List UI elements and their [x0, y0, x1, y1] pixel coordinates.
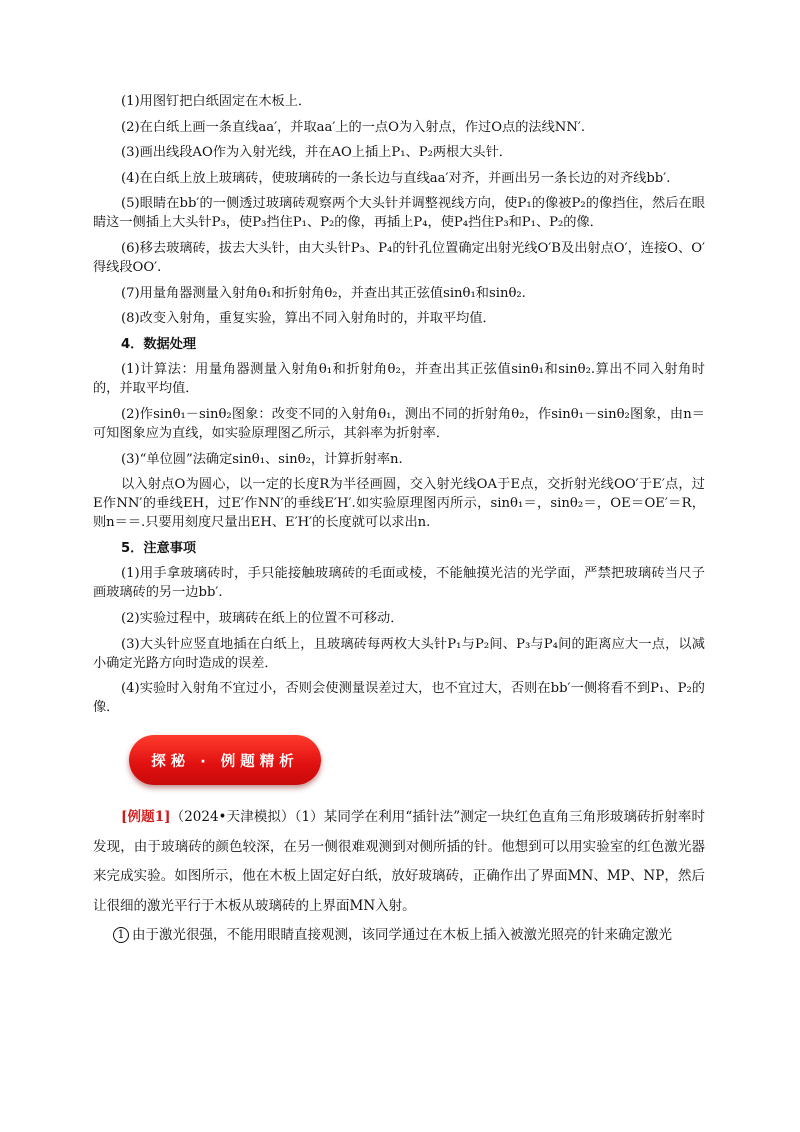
step-8: (8)改变入射角，重复实验，算出不同入射角时的，并取平均值． [121, 311, 496, 327]
section-5-item-2: (2)实验过程中，玻璃砖在纸上的位置不可移动． [121, 610, 404, 626]
example-1-paragraph [93, 803, 705, 921]
example-item-1-text: 由于激光很强，不能用眼睛直接观测，该同学通过在木板上插入被激光照亮的针来确定激光 [132, 927, 672, 944]
section-4-item-4: 以入射点O为圆心，以一定的长度R为半径画圆，交入射光线OA于E点，交折射光线OO′于E′点，过E作NN′的垂线EH，过E′作NN′的垂线E′H′.如实验原理图丙所示，sinθ₁＝，sinθ₂＝，OE＝OE′＝R，则n＝＝.只要用刻度尺量出EH、E′H′的长度就可以求出n. [93, 477, 705, 531]
step-4: (4)在白纸上放上玻璃砖，使玻璃砖的一条长边与直线aa′对齐，并画出另一条长边的对齐线bb′. [121, 170, 671, 186]
page-content [93, 92, 705, 951]
step-3: (3)画出线段AO作为入射光线，并在AO上插上P₁、P₂两根大头针． [121, 145, 512, 161]
section-4-item-2: (2)作sinθ₁－sinθ₂图象：改变不同的入射角θ₁，测出不同的折射角θ₂，作sinθ₁－sinθ₂图象，由n＝可知图象应为直线，如实验原理图乙所示，其斜率为折射率． [93, 406, 705, 441]
example-tag: [例题1] [121, 809, 171, 826]
section-4-heading: 4．数据处理 [121, 336, 197, 352]
circled-number-icon: 1 [113, 927, 129, 943]
step-5: (5)眼睛在bb′的一侧透过玻璃砖观察两个大头针并调整视线方向，使P₁的像被P₂的像挡住，然后在眼睛这一侧插上大头针P₃，使P₃挡住P₁、P₂的像，再插上P₄，使P₄挡住P₃和P₁、P₂的像． [93, 196, 705, 231]
example-section-banner: 探秘 · 例题精析 [129, 735, 321, 785]
section-4-item-1: (1)计算法：用量角器测量入射角θ₁和折射角θ₂，并查出其正弦值sinθ₁和sinθ₂.算出不同入射角时的，并取平均值． [93, 362, 705, 397]
section-5-heading: 5．注意事项 [121, 540, 197, 556]
section-5-item-4: (4)实验时入射角不宜过小，否则会使测量误差过大，也不宜过大，否则在bb′一侧将看不到P₁、P₂的像． [93, 681, 705, 716]
step-2: (2)在白纸上画一条直线aa′，并取aa′上的一点O为入射点，作过O点的法线NN′. [121, 119, 586, 135]
step-6: (6)移去玻璃砖，拔去大头针，由大头针P₃、P₄的针孔位置确定出射光线O′B及出射点O′，连接O、O′得线段OO′. [93, 240, 705, 275]
section-5-item-3: (3)大头针应竖直地插在白纸上，且玻璃砖每两枚大头针P₁与P₂间、P₃与P₄间的距离应大一点，以减小确定光路方向时造成的误差． [93, 636, 705, 671]
example-1-item-1 [93, 921, 705, 951]
section-4-item-3: (3)“单位圆”法确定sinθ₁、sinθ₂，计算折射率n. [121, 451, 403, 467]
step-7: (7)用量角器测量入射角θ₁和折射角θ₂，并查出其正弦值sinθ₁和sinθ₂. [121, 285, 526, 301]
section-5-item-1: (1)用手拿玻璃砖时，手只能接触玻璃砖的毛面或棱，不能触摸光洁的光学面，严禁把玻璃砖当尺子画玻璃砖的另一边bb′. [93, 566, 705, 601]
step-1: (1)用图钉把白纸固定在木板上． [121, 94, 312, 109]
example-text: （2024•天津模拟）（1）某同学在利用“插针法”测定一块红色直角三角形玻璃砖折射率时发现，由于玻璃砖的颜色较深，在另一侧很难观测到对侧所插的针。他想到可以用实验室的红色激光器来完成实验。如图所示，他在木板上固定好白纸，放好玻璃砖，正确作出了界面MN、MP、NP，然后让很细的激光平行于木板从玻璃砖的上界面MN入射。 [93, 809, 705, 914]
